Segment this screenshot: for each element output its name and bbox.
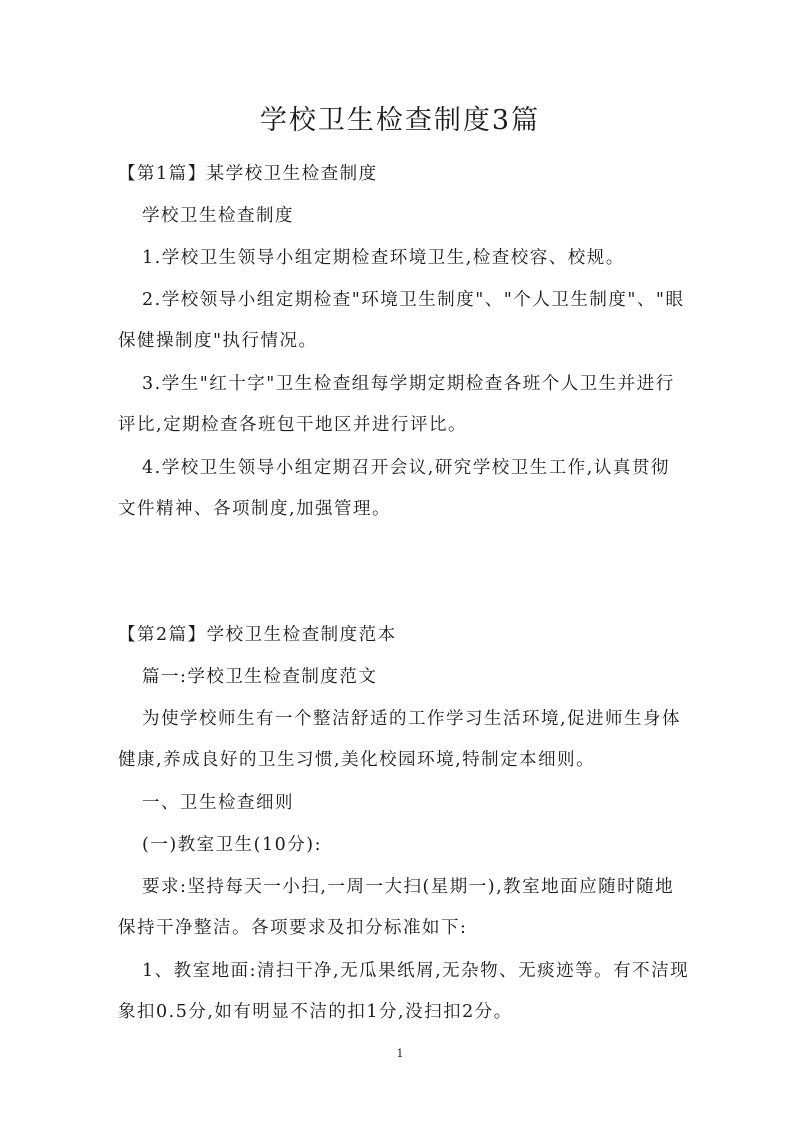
section-heading-2: 【第2篇】学校卫生检查制度范本 [118, 625, 397, 645]
paragraph-line: 4.学校卫生领导小组定期召开会议,研究学校卫生工作,认真贯彻 [142, 458, 670, 478]
paragraph-line: 保持干净整洁。各项要求及扣分标准如下: [118, 918, 468, 938]
paragraph-line: 一、卫生检查细则 [142, 793, 294, 813]
paragraph-line: 要求:坚持每天一小扫,一周一大扫(星期一),教室地面应随时随地 [142, 877, 675, 897]
paragraph-line: 3.学生"红十字"卫生检查组每学期定期检查各班个人卫生并进行 [142, 374, 675, 394]
paragraph-line: 2.学校领导小组定期检查"环境卫生制度"、"个人卫生制度"、"眼 [142, 290, 685, 310]
paragraph-line: 为使学校师生有一个整洁舒适的工作学习生活环境,促进师生身体 [142, 709, 682, 729]
document-title: 学校卫生检查制度3篇 [259, 105, 541, 136]
page-number: 1 [396, 1047, 404, 1060]
paragraph-line: 象扣0.5分,如有明显不洁的扣1分,没扫扣2分。 [118, 1002, 513, 1022]
paragraph-line: 文件精神、各项制度,加强管理。 [118, 499, 392, 519]
paragraph-line: 学校卫生检查制度 [142, 206, 294, 226]
paragraph-line: 篇一:学校卫生检查制度范文 [142, 667, 378, 687]
paragraph-line: 1.学校卫生领导小组定期检查环境卫生,检查校容、校规。 [142, 248, 625, 268]
paragraph-line: 健康,养成良好的卫生习惯,美化校园环境,特制定本细则。 [118, 750, 596, 770]
section-heading-1: 【第1篇】某学校卫生检查制度 [118, 164, 378, 184]
paragraph-line: 保健操制度"执行情况。 [118, 331, 318, 351]
paragraph-line: 1、教室地面:清扫干净,无瓜果纸屑,无杂物、无痰迹等。有不洁现 [142, 961, 690, 981]
paragraph-line: (一)教室卫生(10分): [142, 835, 322, 855]
paragraph-line: 评比,定期检查各班包干地区并进行评比。 [118, 415, 468, 435]
